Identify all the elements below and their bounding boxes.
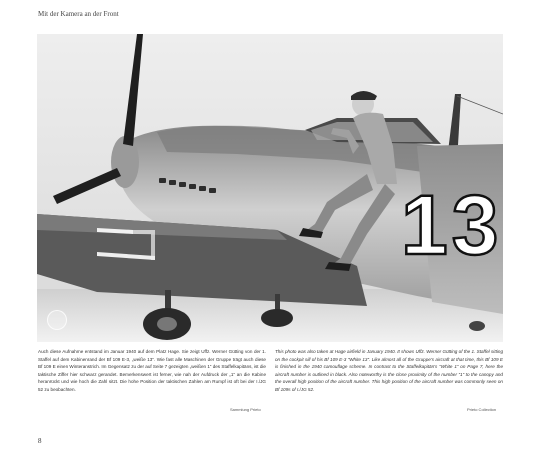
publisher-watermark-icon	[47, 310, 67, 330]
photo-credit-english: Prieto Collection	[467, 407, 497, 412]
aircraft-photo	[37, 34, 503, 342]
photo-credit-german: Sammlung Prieto	[230, 407, 261, 412]
caption-german: Auch diese Aufnahme entstand im Januar 1940 auf dem Platz Hage. Sie zeigt Uffz. Werner Gütting von der 1. Staffel auf dem Kabinenrand der Bf 109 E-3, „weiße 13“. Wie fast alle Maschinen der Gruppe trägt auch diese Bf 109 E einen Winteranstrich. Im Gegensatz zu der auf Seite 7 gezeigten „weißen 1“ des Staffelkapitäns, ist die taktische Ziffer hier schwarz gerandet. Bemerkenswert ist ferner, wie nah der Aufdruck der „1“ an die Kabine heranrückt und wie hoch die Zahl sitzt. Die hohe Position der taktischen Zahlen am Rumpf ist oft bei der I./JG 52 zu beobachten.	[38, 349, 266, 392]
running-header: Mit der Kamera an der Front	[38, 10, 119, 18]
page-number: 8	[38, 437, 42, 445]
caption-english: This photo was also taken at Hage airfield in January 1940. It shows Uffz. Werner Gütting of the 1. Staffel sitting on the cockpit sill of his Bf 109 E-3 “White 13”. Like almost all of the Gruppe's aircraft at that time, this Bf 109 E is finished in the 1940 camouflage scheme. In contrast to the Staffelkapitän's “White 1” on Page 7, here the aircraft number is outlined in black. Also noteworthy is the close proximity of the number “1” to the canopy and the overall high position of the aircraft number. This high position of the aircraft number was commonly seen on Bf 109s of I./JG 52.	[275, 349, 503, 392]
aircraft-number-text: 13	[401, 178, 503, 272]
photo-illustration	[37, 34, 503, 342]
